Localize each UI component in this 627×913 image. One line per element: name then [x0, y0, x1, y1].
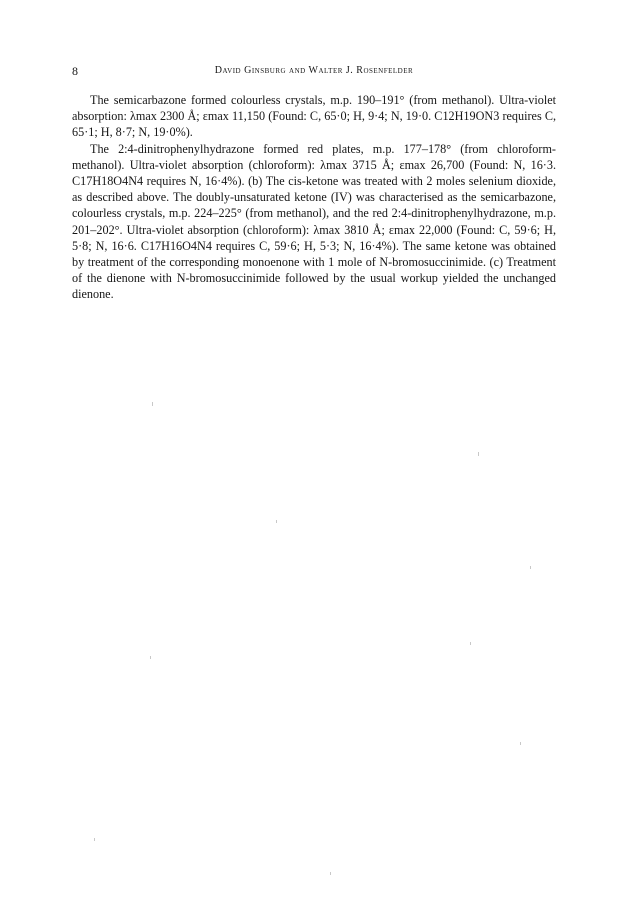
scan-speck [152, 402, 153, 406]
running-head: David Ginsburg and Walter J. Rosenfelder [214, 65, 414, 76]
page-number: 8 [72, 64, 78, 78]
scan-speck [330, 872, 331, 875]
paragraph-semicarbazone: The semicarbazone formed colourless crystals, m.p. 190–191° (from methanol). Ultra-violet absorption: λmax 2300 Å; εmax 11,150 (Found: C, 65·0; H, 9·4; N, 19·0. C12H19ON3 requires C, 65·1; H, 8·7; N, 19·0%). [72, 93, 556, 140]
scan-speck [478, 452, 479, 456]
body-text [72, 92, 556, 303]
scan-speck [530, 566, 531, 569]
scan-speck [94, 838, 95, 841]
scan-speck [470, 642, 471, 645]
scan-speck [150, 656, 151, 659]
scan-speck [276, 520, 277, 523]
scan-speck [520, 742, 521, 745]
page-header [72, 64, 556, 80]
paragraph-dinitrophenylhydrazone: The 2:4-dinitrophenylhydrazone formed red plates, m.p. 177–178° (from chloroform-methanol). Ultra-violet absorption (chloroform): λmax 3715 Å; εmax 26,700 (Found: N, 16·3. C17H18O4N4 requires N, 16·4%). (b) The cis-ketone was treated with 2 moles selenium dioxide, as described above. The doubly-unsaturated ketone (IV) was characterised as the semicarbazone, colourless crystals, m.p. 224–225° (from methanol), and the red 2:4-dinitrophenylhydrazone, m.p. 201–202°. Ultra-violet absorption (chloroform): λmax 3810 Å; εmax 22,000 (Found: C, 59·6; H, 5·8; N, 16·6. C17H16O4N4 requires C, 59·6; H, 5·3; N, 16·4%). The same ketone was obtained by treatment of the corresponding monoenone with 1 mole of N-bromosuccinimide. (c) Treatment of the dienone with N-bromosuccinimide followed by the usual workup yielded the unchanged dienone. [72, 141, 556, 302]
